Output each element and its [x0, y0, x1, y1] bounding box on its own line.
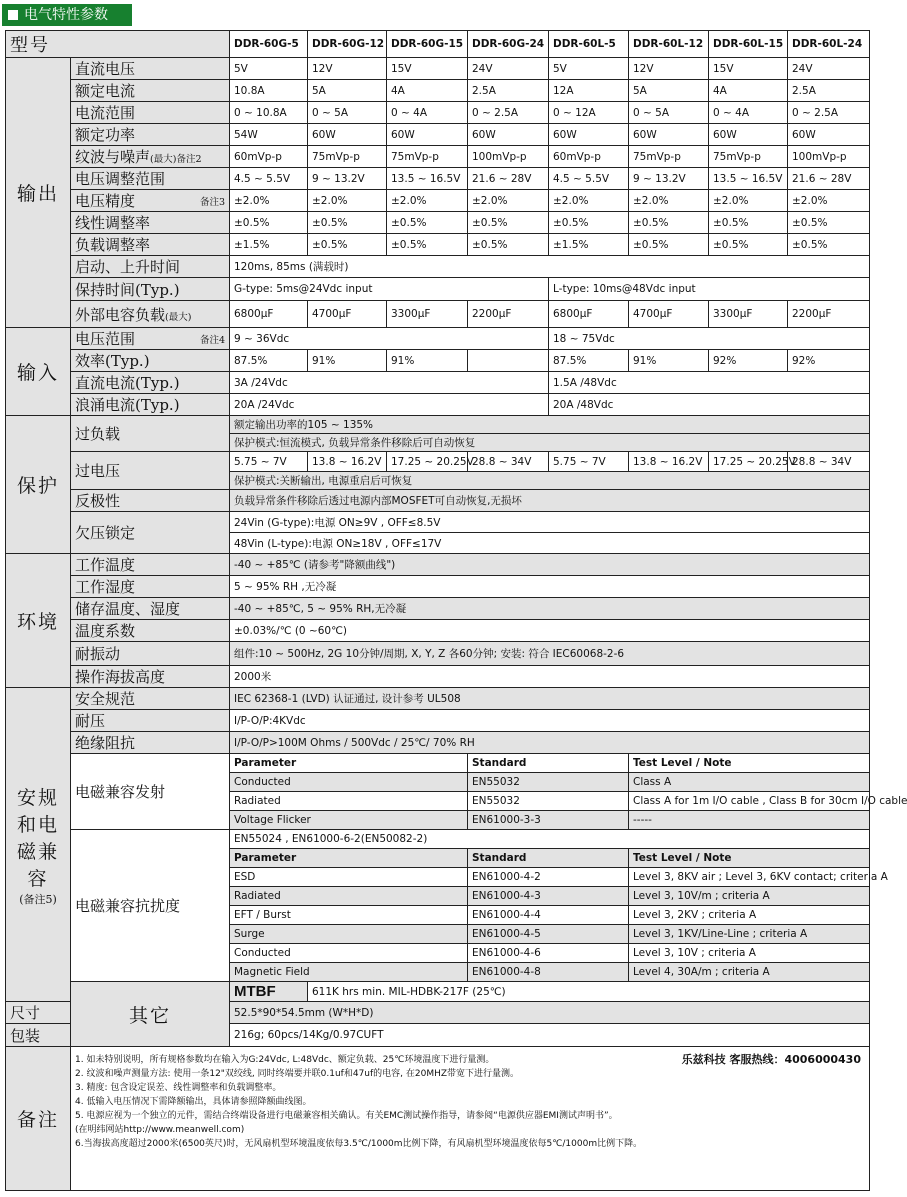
value-cell: 611K hrs min. MIL-HDBK-217F (25℃)	[308, 982, 870, 1002]
value-cell: 2.5A	[468, 80, 549, 102]
emc-cell: Conducted	[230, 944, 468, 963]
row-label: 过电压	[71, 452, 230, 490]
value-cell: G-type: 5ms@24Vdc input	[230, 278, 549, 301]
value-cell: 91%	[387, 350, 468, 372]
tolerance-note: 备注3	[199, 197, 225, 208]
value-cell: 0 ~ 10.8A	[230, 102, 308, 124]
row-label: 额定电流	[71, 80, 230, 102]
value-cell: 60W	[308, 124, 387, 146]
row-label: 电压调整范围	[71, 168, 230, 190]
value-cell: 组件:10 ~ 500Hz, 2G 10分钟/周期, X, Y, Z 各60分钟; 安装: 符合 IEC60068-2-6	[230, 642, 870, 666]
value-cell: 9 ~ 36Vdc	[230, 328, 549, 350]
emc-cell: EN61000-4-6	[468, 944, 629, 963]
value-cell: 18 ~ 75Vdc	[549, 328, 870, 350]
row-label: 保持时间(Typ.)	[71, 278, 230, 301]
value-cell: 0 ~ 5A	[308, 102, 387, 124]
emc-cell: EN55024 , EN61000-6-2(EN50082-2)	[230, 830, 870, 849]
note-line: (在明纬网站http://www.meanwell.com)	[75, 1125, 245, 1135]
value-cell: 0 ~ 2.5A	[788, 102, 870, 124]
value-cell: 4700μF	[629, 301, 709, 328]
row-label: 包装	[6, 1024, 71, 1047]
value-cell: 13.5 ~ 16.5V	[709, 168, 788, 190]
value-cell: 2200μF	[788, 301, 870, 328]
emc-cell: EN61000-4-2	[468, 868, 629, 887]
value-cell: 3300μF	[709, 301, 788, 328]
note-line: 1. 如未特别说明，所有规格参数均在输入为G:24Vdc, L:48Vdc、额定负载、25℃环境温度下进行量测。	[75, 1055, 495, 1065]
value-cell: 保护模式:关断输出, 电源重启后可恢复	[230, 472, 870, 490]
section-header	[2, 4, 132, 26]
section-environment: 环境	[6, 554, 71, 688]
value-cell: ±0.5%	[468, 234, 549, 256]
row-label	[71, 301, 230, 328]
value-cell: 100mVp-p	[468, 146, 549, 168]
notes-cell	[71, 1047, 870, 1191]
value-cell: ±2.0%	[308, 190, 387, 212]
emc-cell: EN61000-3-3	[468, 811, 629, 830]
value-cell: 60W	[468, 124, 549, 146]
value-cell: 60mVp-p	[230, 146, 308, 168]
row-label: 浪涌电流(Typ.)	[71, 394, 230, 416]
row-label: 耐压	[71, 710, 230, 732]
value-cell: 92%	[709, 350, 788, 372]
value-cell: ±2.0%	[468, 190, 549, 212]
checkbox-square-icon	[8, 10, 18, 20]
section-line: 安规	[16, 786, 59, 809]
row-label: 电磁兼容抗扰度	[71, 830, 230, 982]
value-cell: 0 ~ 2.5A	[468, 102, 549, 124]
value-cell: ±2.0%	[629, 190, 709, 212]
section-output: 输出	[6, 58, 71, 328]
row-label: 尺寸	[6, 1002, 71, 1024]
emc-cell: Level 3, 1KV/Line-Line ; criteria A	[629, 925, 870, 944]
value-cell: 21.6 ~ 28V	[788, 168, 870, 190]
value-cell: IEC 62368-1 (LVD) 认证通过, 设计参考 UL508	[230, 688, 870, 710]
value-cell: 91%	[629, 350, 709, 372]
ripple-note: 备注2	[176, 154, 202, 165]
row-label: 额定功率	[71, 124, 230, 146]
row-label: 温度系数	[71, 620, 230, 642]
value-cell: 4.5 ~ 5.5V	[549, 168, 629, 190]
value-cell: 92%	[788, 350, 870, 372]
value-cell: ±2.0%	[549, 190, 629, 212]
value-cell: 13.5 ~ 16.5V	[387, 168, 468, 190]
value-cell: ±0.5%	[468, 212, 549, 234]
value-cell: 75mVp-p	[308, 146, 387, 168]
emc-cell: ESD	[230, 868, 468, 887]
spec-table	[5, 30, 907, 1191]
value-cell: 额定输出功率的105 ~ 135%	[230, 416, 870, 434]
value-cell: 17.25 ~ 20.25V	[709, 452, 788, 472]
emc-cell: EFT / Burst	[230, 906, 468, 925]
value-cell: ±0.5%	[629, 234, 709, 256]
value-cell: 5.75 ~ 7V	[549, 452, 629, 472]
row-label: 工作湿度	[71, 576, 230, 598]
value-cell: ±0.5%	[788, 212, 870, 234]
value-cell: 216g; 60pcs/14Kg/0.97CUFT	[230, 1024, 870, 1047]
emc-cell: Radiated	[230, 792, 468, 811]
section-line: 和电	[16, 813, 59, 836]
value-cell: L-type: 10ms@48Vdc input	[549, 278, 870, 301]
value-cell: 15V	[387, 58, 468, 80]
value-cell: 87.5%	[549, 350, 629, 372]
value-cell: 负载异常条件移除后透过电源内部MOSFET可自动恢复,无损坏	[230, 490, 870, 512]
section-notes: 备注	[6, 1047, 71, 1191]
emc-cell: -----	[629, 811, 870, 830]
emc-cell: Magnetic Field	[230, 963, 468, 982]
row-label: 直流电压	[71, 58, 230, 80]
model-label: 型号	[6, 31, 230, 58]
value-cell: ±0.5%	[387, 234, 468, 256]
value-cell: 91%	[308, 350, 387, 372]
value-cell: 24Vin (G-type):电源 ON≥9V , OFF≤8.5V	[230, 512, 870, 533]
ripple-max: (最大)	[150, 154, 177, 165]
model-row	[6, 31, 870, 58]
value-cell: 24V	[788, 58, 870, 80]
value-cell: ±0.5%	[230, 212, 308, 234]
emc-cell: EN61000-4-8	[468, 963, 629, 982]
emc-cell: Radiated	[230, 887, 468, 906]
value-cell: 75mVp-p	[709, 146, 788, 168]
value-cell: 10.8A	[230, 80, 308, 102]
value-cell	[468, 350, 549, 372]
value-cell: ±0.5%	[709, 234, 788, 256]
row-label: 直流电流(Typ.)	[71, 372, 230, 394]
row-label: 安全规范	[71, 688, 230, 710]
value-cell: 2200μF	[468, 301, 549, 328]
value-cell: -40 ~ +85℃, 5 ~ 95% RH,无冷凝	[230, 598, 870, 620]
value-cell: 5 ~ 95% RH ,无冷凝	[230, 576, 870, 598]
value-cell: 2.5A	[788, 80, 870, 102]
emc-cell: Class A for 1m I/O cable , Class B for 30cm I/O cable	[629, 792, 870, 811]
value-cell: 120ms, 85ms (满载时)	[230, 256, 870, 278]
value-cell: 3300μF	[387, 301, 468, 328]
emc-cell: Conducted	[230, 773, 468, 792]
value-cell: 5A	[308, 80, 387, 102]
section-safety-emc	[6, 688, 71, 1002]
emc-cell: EN61000-4-3	[468, 887, 629, 906]
emc-header: Parameter	[230, 849, 468, 868]
row-label	[71, 190, 230, 212]
value-cell: 5V	[549, 58, 629, 80]
row-label: 工作温度	[71, 554, 230, 576]
row-label: 反极性	[71, 490, 230, 512]
value-cell: 24V	[468, 58, 549, 80]
value-cell: 12V	[629, 58, 709, 80]
emc-header: Parameter	[230, 754, 468, 773]
value-cell: ±0.5%	[788, 234, 870, 256]
emc-cell: Voltage Flicker	[230, 811, 468, 830]
value-cell: ±1.5%	[549, 234, 629, 256]
value-cell: 6800μF	[549, 301, 629, 328]
row-label: 电流范围	[71, 102, 230, 124]
emc-cell: Surge	[230, 925, 468, 944]
row-label: 操作海拔高度	[71, 666, 230, 688]
value-cell: 75mVp-p	[629, 146, 709, 168]
section-line: 磁兼	[16, 840, 59, 863]
row-label	[71, 328, 230, 350]
cap-load-label: 外部电容负载	[75, 305, 166, 324]
row-label: 负载调整率	[71, 234, 230, 256]
value-cell: ±0.5%	[629, 212, 709, 234]
emc-cell: Level 3, 8KV air ; Level 3, 6KV contact; criteria A	[629, 868, 870, 887]
value-cell: 12V	[308, 58, 387, 80]
emc-cell: Level 4, 30A/m ; criteria A	[629, 963, 870, 982]
value-cell: ±0.5%	[549, 212, 629, 234]
value-cell: 0 ~ 4A	[709, 102, 788, 124]
value-cell: 12A	[549, 80, 629, 102]
value-cell: 保护模式:恒流模式, 负载异常条件移除后可自动恢复	[230, 434, 870, 452]
note-line: 4. 低输入电压情况下需降额输出，具体请参照降额曲线图。	[75, 1097, 312, 1107]
value-cell: ±2.0%	[788, 190, 870, 212]
value-cell: 1.5A /48Vdc	[549, 372, 870, 394]
value-cell: 60W	[549, 124, 629, 146]
value-cell: 100mVp-p	[788, 146, 870, 168]
row-label: 储存温度、湿度	[71, 598, 230, 620]
model-name: DDR-60L-15	[709, 31, 788, 58]
emc-header: Standard	[468, 849, 629, 868]
value-cell: 4.5 ~ 5.5V	[230, 168, 308, 190]
value-cell: I/P-O/P:4KVdc	[230, 710, 870, 732]
emc-header: Test Level / Note	[629, 849, 870, 868]
row-label: 启动、上升时间	[71, 256, 230, 278]
note-line: 5. 电源应视为一个独立的元件，需结合终端设备进行电磁兼容相关确认。有关EMC测试操作指导，请参阅“电源供应器EMI测试声明书”。	[75, 1111, 618, 1121]
value-cell: 60mVp-p	[549, 146, 629, 168]
value-cell: 4700μF	[308, 301, 387, 328]
row-label: 电磁兼容发射	[71, 754, 230, 830]
value-cell: 5A	[629, 80, 709, 102]
model-name: DDR-60L-24	[788, 31, 870, 58]
model-name: DDR-60L-12	[629, 31, 709, 58]
value-cell: 75mVp-p	[387, 146, 468, 168]
row-label: 效率(Typ.)	[71, 350, 230, 372]
value-cell: 5V	[230, 58, 308, 80]
value-cell: ±0.5%	[308, 234, 387, 256]
value-cell: 17.25 ~ 20.25V	[387, 452, 468, 472]
cap-load-max: (最大)	[165, 311, 192, 323]
emc-cell: Level 3, 10V ; criteria A	[629, 944, 870, 963]
value-cell: 4A	[387, 80, 468, 102]
value-cell: -40 ~ +85℃ (请参考"降额曲线")	[230, 554, 870, 576]
hotline: 乐兹科技 客服热线：4006000430	[681, 1053, 861, 1066]
emc-cell: EN55032	[468, 792, 629, 811]
section-line: 容	[27, 867, 49, 890]
value-cell: 60W	[709, 124, 788, 146]
value-cell: 0 ~ 5A	[629, 102, 709, 124]
value-cell: 28.8 ~ 34V	[788, 452, 870, 472]
value-cell: ±0.5%	[387, 212, 468, 234]
note-line: 2. 纹波和噪声测量方法: 使用一条12"双绞线, 同时终端要并联0.1uf和47uf的电容, 在20MHZ带宽下进行量测。	[75, 1069, 520, 1079]
value-cell: I/P-O/P>100M Ohms / 500Vdc / 25℃/ 70% RH	[230, 732, 870, 754]
model-name: DDR-60G-5	[230, 31, 308, 58]
ripple-label: 纹波与噪声	[75, 148, 151, 166]
value-cell: 52.5*90*54.5mm (W*H*D)	[230, 1002, 870, 1024]
v-range-note: 备注4	[199, 335, 225, 346]
value-cell: ±0.03%/℃ (0 ~60℃)	[230, 620, 870, 642]
value-cell: ±1.5%	[230, 234, 308, 256]
value-cell: 60W	[387, 124, 468, 146]
emc-header: Test Level / Note	[629, 754, 870, 773]
emc-header: Standard	[468, 754, 629, 773]
row-label: 耐振动	[71, 642, 230, 666]
emc-cell: Level 3, 10V/m ; criteria A	[629, 887, 870, 906]
emc-cell: EN61000-4-4	[468, 906, 629, 925]
value-cell: 9 ~ 13.2V	[308, 168, 387, 190]
note-line: 3. 精度: 包含设定误差、线性调整率和负载调整率。	[75, 1083, 282, 1093]
tolerance-label: 电压精度	[75, 192, 136, 210]
value-cell: 15V	[709, 58, 788, 80]
section-input: 输入	[6, 328, 71, 416]
model-name: DDR-60G-24	[468, 31, 549, 58]
row-label: 线性调整率	[71, 212, 230, 234]
value-cell: 6800μF	[230, 301, 308, 328]
model-name: DDR-60G-12	[308, 31, 387, 58]
value-cell: ±2.0%	[709, 190, 788, 212]
emc-cell: EN61000-4-5	[468, 925, 629, 944]
emc-cell: Class A	[629, 773, 870, 792]
row-label: 欠压锁定	[71, 512, 230, 554]
section-others: 其它	[71, 982, 230, 1047]
value-cell: 2000米	[230, 666, 870, 688]
value-cell: 4A	[709, 80, 788, 102]
row-label: MTBF	[230, 982, 308, 1002]
row-label: 过负载	[71, 416, 230, 452]
value-cell: 48Vin (L-type):电源 ON≥18V , OFF≤17V	[230, 533, 870, 554]
value-cell: 20A /48Vdc	[549, 394, 870, 416]
value-cell: 28.8 ~ 34V	[468, 452, 549, 472]
value-cell: 54W	[230, 124, 308, 146]
section-note: (备注5)	[19, 892, 57, 906]
model-name: DDR-60L-5	[549, 31, 629, 58]
value-cell: 20A /24Vdc	[230, 394, 549, 416]
value-cell: 0 ~ 4A	[387, 102, 468, 124]
value-cell: ±0.5%	[709, 212, 788, 234]
row-label	[71, 146, 230, 168]
value-cell: ±2.0%	[387, 190, 468, 212]
v-range-label: 电压范围	[75, 330, 136, 348]
note-line: 6.当海拔高度超过2000米(6500英尺)时，无风扇机型环境温度依每3.5℃/1000m比例下降，有风扇机型环境温度依每5℃/1000m比例下降。	[75, 1139, 643, 1149]
value-cell: 5.75 ~ 7V	[230, 452, 308, 472]
value-cell: ±0.5%	[308, 212, 387, 234]
value-cell: 87.5%	[230, 350, 308, 372]
value-cell: 21.6 ~ 28V	[468, 168, 549, 190]
row-label: 绝缘阻抗	[71, 732, 230, 754]
value-cell: 0 ~ 12A	[549, 102, 629, 124]
value-cell: 60W	[788, 124, 870, 146]
section-header-title: 电气特性参数	[24, 7, 108, 23]
value-cell: 13.8 ~ 16.2V	[629, 452, 709, 472]
value-cell: ±2.0%	[230, 190, 308, 212]
value-cell: 60W	[629, 124, 709, 146]
value-cell: 13.8 ~ 16.2V	[308, 452, 387, 472]
emc-cell: Level 3, 2KV ; criteria A	[629, 906, 870, 925]
emc-cell: EN55032	[468, 773, 629, 792]
section-protection: 保护	[6, 416, 71, 554]
model-name: DDR-60G-15	[387, 31, 468, 58]
value-cell: 3A /24Vdc	[230, 372, 549, 394]
value-cell: 9 ~ 13.2V	[629, 168, 709, 190]
